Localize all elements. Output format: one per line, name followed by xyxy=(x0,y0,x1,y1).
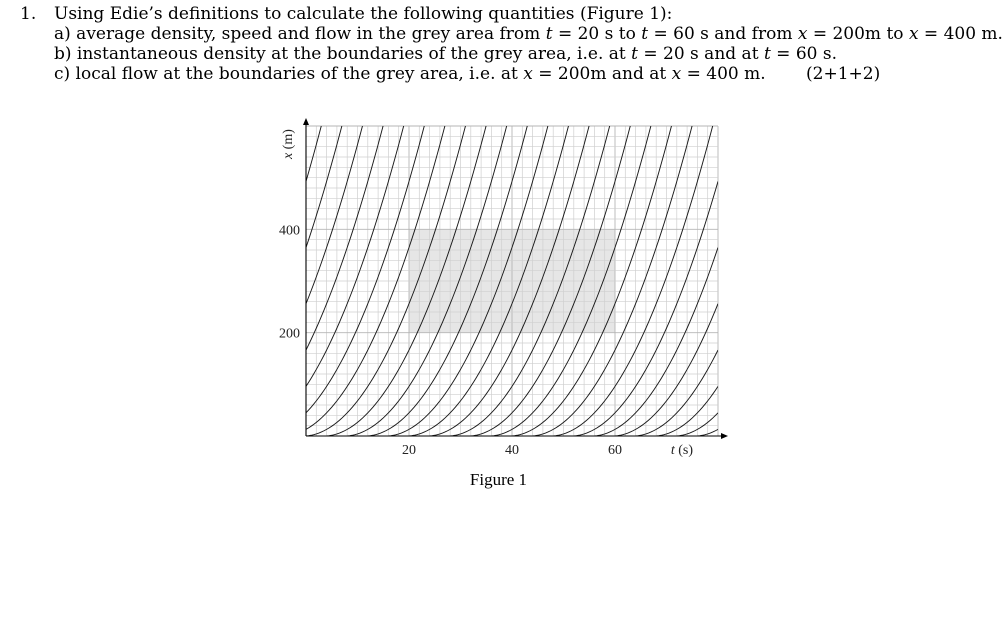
x-axis-arrow xyxy=(721,433,728,439)
part-label: a) xyxy=(54,24,71,44)
x-tick-label: 20 xyxy=(402,443,416,458)
y-axis-label: x (m) xyxy=(281,129,296,160)
vehicle-trajectory xyxy=(306,95,329,181)
x-axis-label: t (s) xyxy=(670,443,694,458)
text-segment: local flow at the boundaries of the grey area, i.e. at xyxy=(70,64,524,84)
text-segment: = 60 s and from xyxy=(648,24,798,44)
variable-symbol: t xyxy=(545,24,553,44)
part-label: c) xyxy=(54,64,71,84)
text-segment: = 400 m. xyxy=(918,24,1003,44)
time-space-diagram xyxy=(262,118,732,463)
grid-layer xyxy=(306,126,718,436)
variable-symbol: t xyxy=(641,24,649,44)
question-intro-line xyxy=(20,4,970,24)
text-segment: = 400 m. xyxy=(681,64,766,84)
question-part-c xyxy=(20,64,970,84)
question-block xyxy=(20,4,1003,84)
question-number: 1. xyxy=(20,4,37,24)
figure-caption: Figure 1 xyxy=(469,470,528,489)
text-segment: average density, speed and flow in the grey area from xyxy=(70,24,546,44)
question-intro: Using Edie’s definitions to calculate the following quantities (Figure 1): xyxy=(54,4,673,24)
variable-symbol: x xyxy=(523,64,533,84)
variable-symbol: t xyxy=(763,44,771,64)
question-part-b xyxy=(20,44,970,64)
part-label: b) xyxy=(54,44,72,64)
x-tick-label: 60 xyxy=(608,443,622,458)
vehicle-trajectory xyxy=(306,95,350,247)
y-axis-arrow xyxy=(303,118,309,125)
y-tick-label: 200 xyxy=(279,326,300,342)
text-segment: = 200m and at xyxy=(532,64,672,84)
text-segment: = 60 s. xyxy=(770,44,837,64)
text-segment: = 20 s and at xyxy=(637,44,764,64)
part-c-text xyxy=(54,64,766,84)
part-b-text xyxy=(54,44,837,64)
part-a-text xyxy=(54,24,1003,44)
text-segment: = 20 s to xyxy=(552,24,642,44)
text-segment: instantaneous density at the boundaries of the grey area, i.e. at xyxy=(71,44,632,64)
marks-allocation: (2+1+2) xyxy=(806,64,881,84)
variable-symbol: t xyxy=(631,44,638,64)
x-tick-label: 40 xyxy=(505,443,519,458)
y-tick-label: 400 xyxy=(279,223,300,239)
variable-symbol: x xyxy=(671,64,682,84)
variable-symbol: x xyxy=(797,24,808,44)
question-part-a xyxy=(20,24,1003,44)
vehicle-trajectory xyxy=(306,95,309,105)
text-segment: = 200m to xyxy=(807,24,909,44)
variable-symbol: x xyxy=(908,24,919,44)
